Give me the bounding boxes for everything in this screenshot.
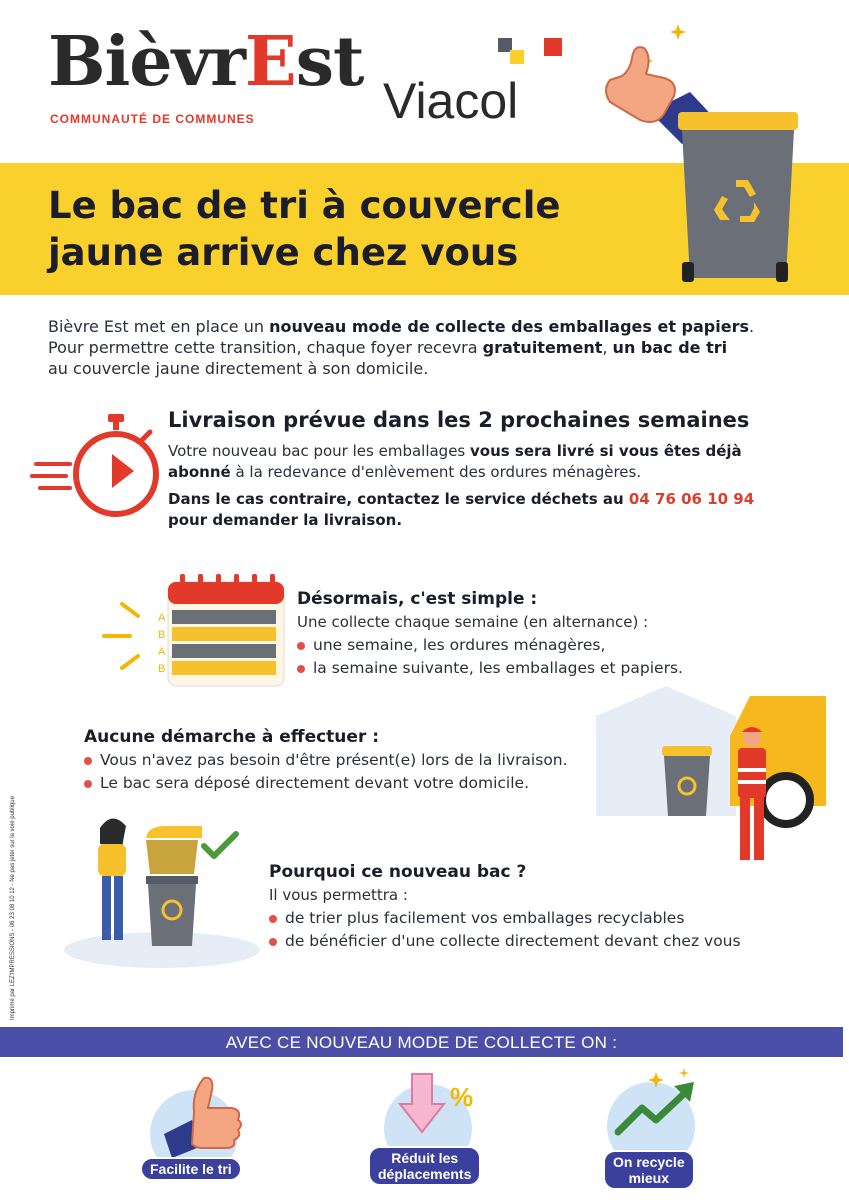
simple-title: Désormais, c'est simple : <box>297 589 538 609</box>
bin-thumbs-up-illustration <box>590 12 810 287</box>
down-arrow-percent-icon <box>398 1072 488 1142</box>
intro-text-2c: , <box>602 338 613 357</box>
logo-st-text: st <box>295 22 364 102</box>
delivery-text <box>168 441 818 531</box>
badge-facilite-tri: Facilite le tri <box>140 1157 242 1181</box>
growth-chart-icon <box>612 1066 702 1146</box>
badge-2-line-2: déplacements <box>378 1166 472 1182</box>
intro-text-1c: . <box>749 317 755 336</box>
phone-number[interactable]: 04 76 06 10 94 <box>628 490 755 508</box>
bullet-icon <box>269 915 277 923</box>
intro-text-1b: nouveau mode de collecte des emballages et papiers <box>269 317 749 336</box>
why-intro: Il vous permettra : <box>269 886 408 904</box>
list-item <box>84 772 604 795</box>
nothing-title: Aucune démarche à effectuer : <box>84 727 380 747</box>
list-item-text: de bénéficier d'une collecte directement devant chez vous <box>285 932 741 950</box>
printer-mention-text: Imprimé par LEZ'IMPRESSIONS - 06 23 08 10 12 - Ne pas jeter sur la voie publique <box>10 796 16 1020</box>
list-item <box>297 634 817 657</box>
nothing-list <box>84 749 604 795</box>
benefits-band-text: AVEC CE NOUVEAU MODE DE COLLECTE ON : <box>225 1033 618 1052</box>
list-item <box>269 907 829 930</box>
calendar-letter: B <box>158 663 166 675</box>
delivery-text-3: Dans le cas contraire, contactez le service déchets au <box>168 490 629 508</box>
delivery-title: Livraison prévue dans les 2 prochaines semaines <box>168 408 750 432</box>
calendar-letter: A <box>158 646 166 658</box>
badge-3-line-1: On recycle <box>613 1154 685 1170</box>
intro-text-2a: Pour permettre cette transition, chaque foyer recevra <box>48 338 483 357</box>
collection-truck-illustration <box>590 676 826 866</box>
calendar-letter: B <box>158 629 166 641</box>
badge-3-line-2: mieux <box>628 1170 670 1186</box>
calendar-letter: A <box>158 612 166 624</box>
list-item-text: la semaine suivante, les emballages et papiers. <box>313 659 683 677</box>
list-item-text: Le bac sera déposé directement devant votre domicile. <box>100 774 529 792</box>
thumbs-up-icon <box>160 1072 250 1162</box>
delivery-text-2a: abonné <box>168 463 231 481</box>
bullet-icon <box>297 642 305 650</box>
why-list <box>269 907 829 953</box>
checkmark-icon <box>204 834 236 856</box>
viacol-squares-icon <box>496 36 566 70</box>
delivery-text-4: pour demander la livraison. <box>168 511 403 529</box>
badge-recycle-mieux <box>603 1150 695 1190</box>
title-line-2: jaune arrive chez vous <box>48 231 519 274</box>
delivery-text-1b: vous sera livré si vous êtes déjà <box>470 442 742 460</box>
bullet-icon <box>84 780 92 788</box>
calendar-icon <box>100 572 290 692</box>
percent-sign: % <box>450 1082 474 1112</box>
badge-reduit-deplacements <box>368 1146 481 1186</box>
logo-e-mark: E <box>244 22 296 102</box>
intro-text-3: au couvercle jaune directement à son domicile. <box>48 359 429 378</box>
list-item-text: Vous n'avez pas besoin d'être présent(e) lors de la livraison. <box>100 751 568 769</box>
bullet-icon <box>297 665 305 673</box>
list-item <box>84 749 604 772</box>
why-title: Pourquoi ce nouveau bac ? <box>269 862 527 882</box>
intro-text <box>48 316 818 379</box>
bullet-icon <box>269 938 277 946</box>
delivery-text-2b: à la redevance d'enlèvement des ordures ménagères. <box>230 463 642 481</box>
printer-mention <box>8 790 22 1020</box>
intro-text-2d: un bac de tri <box>612 338 728 357</box>
viacol-logo: Viacol <box>383 73 519 129</box>
simple-intro: Une collecte chaque semaine (en alternance) : <box>297 613 649 631</box>
bullet-icon <box>84 757 92 765</box>
logo-subtitle: COMMUNAUTÉ DE COMMUNES <box>50 112 255 126</box>
intro-text-2b: gratuitement <box>482 338 603 357</box>
simple-list <box>297 634 817 680</box>
list-item <box>269 930 829 953</box>
page-title <box>48 182 638 276</box>
badge-2-line-1: Réduit les <box>391 1150 459 1166</box>
woman-bin-illustration <box>62 810 262 970</box>
stopwatch-icon <box>30 410 160 528</box>
bievre-est-logo <box>48 22 364 102</box>
list-item-text: une semaine, les ordures ménagères, <box>313 636 606 654</box>
logo-bievre-text: Bièvr <box>48 22 245 102</box>
title-line-1: Le bac de tri à couvercle <box>48 184 561 227</box>
delivery-text-1a: Votre nouveau bac pour les emballages <box>168 442 471 460</box>
intro-text-1a: Bièvre Est met en place un <box>48 317 270 336</box>
list-item-text: de trier plus facilement vos emballages recyclables <box>285 909 685 927</box>
